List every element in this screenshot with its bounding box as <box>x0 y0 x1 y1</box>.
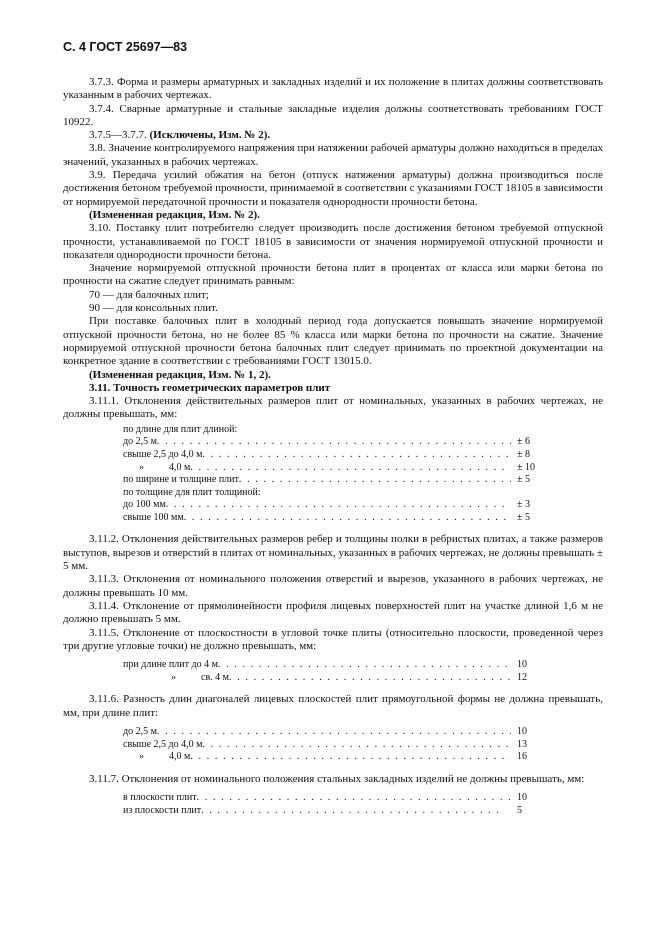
paragraph-3-11-5: 3.11.5. Отклонение от плоскостности в угловой точке плиты (относительно плоскости, проведенной через три другие угловые точки) не должно превышать, мм: <box>63 626 603 652</box>
paragraph-3-7-3: 3.7.3. Форма и размеры арматурных и закладных изделий и их положение в плитах должны соответствовать указанным в рабочих чертежах. <box>63 76 603 102</box>
amendment-note: (Измененная редакция, Изм. № 2). <box>89 208 260 221</box>
list-item: 90 — для консольных плит. <box>89 302 218 315</box>
paragraph-3-11-7: 3.11.7. Отклонения от номинального положения стальных закладных изделий не должны превышать, мм: <box>89 772 585 785</box>
table-row: » св. 4 м . . . 12 <box>123 672 553 685</box>
table-row: свыше 2,5 до 4,0 м . . . 13 <box>123 739 553 752</box>
paragraph-3-7-4: 3.7.4. Сварные арматурные и стальные закладные изделия должны соответствовать требованиям ГОСТ 10922. <box>63 102 603 128</box>
table-row: по ширине и толщине плит . . . ± 5 <box>123 474 553 487</box>
paragraph-3-7-5 <box>63 129 603 142</box>
paragraph-3-11-6: 3.11.6. Разность длин диагоналей лицевых плоскостей плит прямоугольной формы не должна превышать, мм, при длине плит: <box>63 693 603 719</box>
table-row: в плоскости плит . . . 10 <box>123 792 553 805</box>
table-row: » 4,0 м . . . 16 <box>123 751 553 764</box>
table-row: до 2,5 м . . . ± 6 <box>123 436 553 449</box>
amendment-note: (Исключены, Изм. № 2). <box>149 129 271 142</box>
paragraph-cold-period: При поставке балочных плит в холодный период года допускается повышать значение нормируемой отпускной прочности бетона, но не более 85 % класса или марки бетона по прочности на сжатие. Значение нормируемой отпускной прочности бетона балочных плит следует принимать по проектной документации на конкретное здание в соответствии с требованиями ГОСТ 13015.0. <box>63 315 603 368</box>
table-row: по длине для плит длиной: <box>123 423 238 435</box>
paragraph-3-10: 3.10. Поставку плит потребителю следует производить после достижения бетоном требуемой отпускной прочности, устанавливаемой по ГОСТ 18105 в зависимости от значения нормируемой отпускной прочности и показателя однородности прочности бетона. <box>63 222 603 261</box>
tolerance-table-dimensions <box>123 424 553 525</box>
table-row: » 4,0 м . . . ± 10 <box>123 462 553 475</box>
tolerance-table-embedded <box>123 792 553 817</box>
table-row: свыше 2,5 до 4,0 м . . . ± 8 <box>123 449 553 462</box>
table-row: из плоскости плит . . . 5 <box>123 805 553 818</box>
tolerance-table-flatness <box>123 659 553 684</box>
paragraph-3-11-1: 3.11.1. Отклонения действительных размеров плит от номинальных, указанных в рабочих чертежах, не должны превышать, мм: <box>63 395 603 421</box>
document-page <box>63 40 603 820</box>
amendment-note: (Измененная редакция, Изм. № 1, 2). <box>89 368 271 381</box>
paragraph-3-11-3: 3.11.3. Отклонения от номинального положения отверстий и вырезов, указанного в рабочих чертежах, не должны превышать 10 мм. <box>63 573 603 599</box>
paragraph-3-8: 3.8. Значение контролируемого напряжения при натяжении рабочей арматуры должно находиться в пределах значений, указанных в рабочих чертежах. <box>63 142 603 168</box>
section-heading: 3.11. Точность геометрических параметров плит <box>89 381 331 394</box>
paragraph-strength: Значение нормируемой отпускной прочности бетона плит в процентах от класса или марки бетона по прочности на сжатие следует принимать равным: <box>63 262 603 288</box>
paragraph-number: 3.7.5—3.7.7. <box>89 129 147 142</box>
table-row: до 100 мм . . . ± 3 <box>123 499 553 512</box>
table-row: до 2,5 м . . . 10 <box>123 726 553 739</box>
paragraph-3-11-4: 3.11.4. Отклонение от прямолинейности профиля лицевых поверхностей плит на участке длиной 1,6 м не должно превышать 5 мм. <box>63 599 603 626</box>
list-item: 70 — для балочных плит; <box>89 288 209 301</box>
table-row: при длине плит до 4 м . . . 10 <box>123 659 553 672</box>
paragraph-3-11-2: 3.11.2. Отклонения действительных размеров ребер и толщины полки в ребристых плитах, а также размеров выступов, вырезов и отверстий в плитах от номинальных, указанных в рабочих чертежах, не должны превышать ± 5 мм. <box>63 533 603 573</box>
paragraph-3-9: 3.9. Передача усилий обжатия на бетон (отпуск натяжения арматуры) должна производиться после достижения бетоном требуемой прочности, принимаемой в соответствии с указаниями ГОСТ 18105 в зависимости от нормируемой передаточной прочности и показателя однородности прочности бетона. <box>63 169 604 208</box>
page-header: С. 4 ГОСТ 25697—83 <box>63 40 188 54</box>
tolerance-table-diagonals <box>123 726 553 764</box>
table-row: по толщине для плит толщиной: <box>123 486 261 498</box>
table-row: свыше 100 мм . . . ± 5 <box>123 512 553 525</box>
